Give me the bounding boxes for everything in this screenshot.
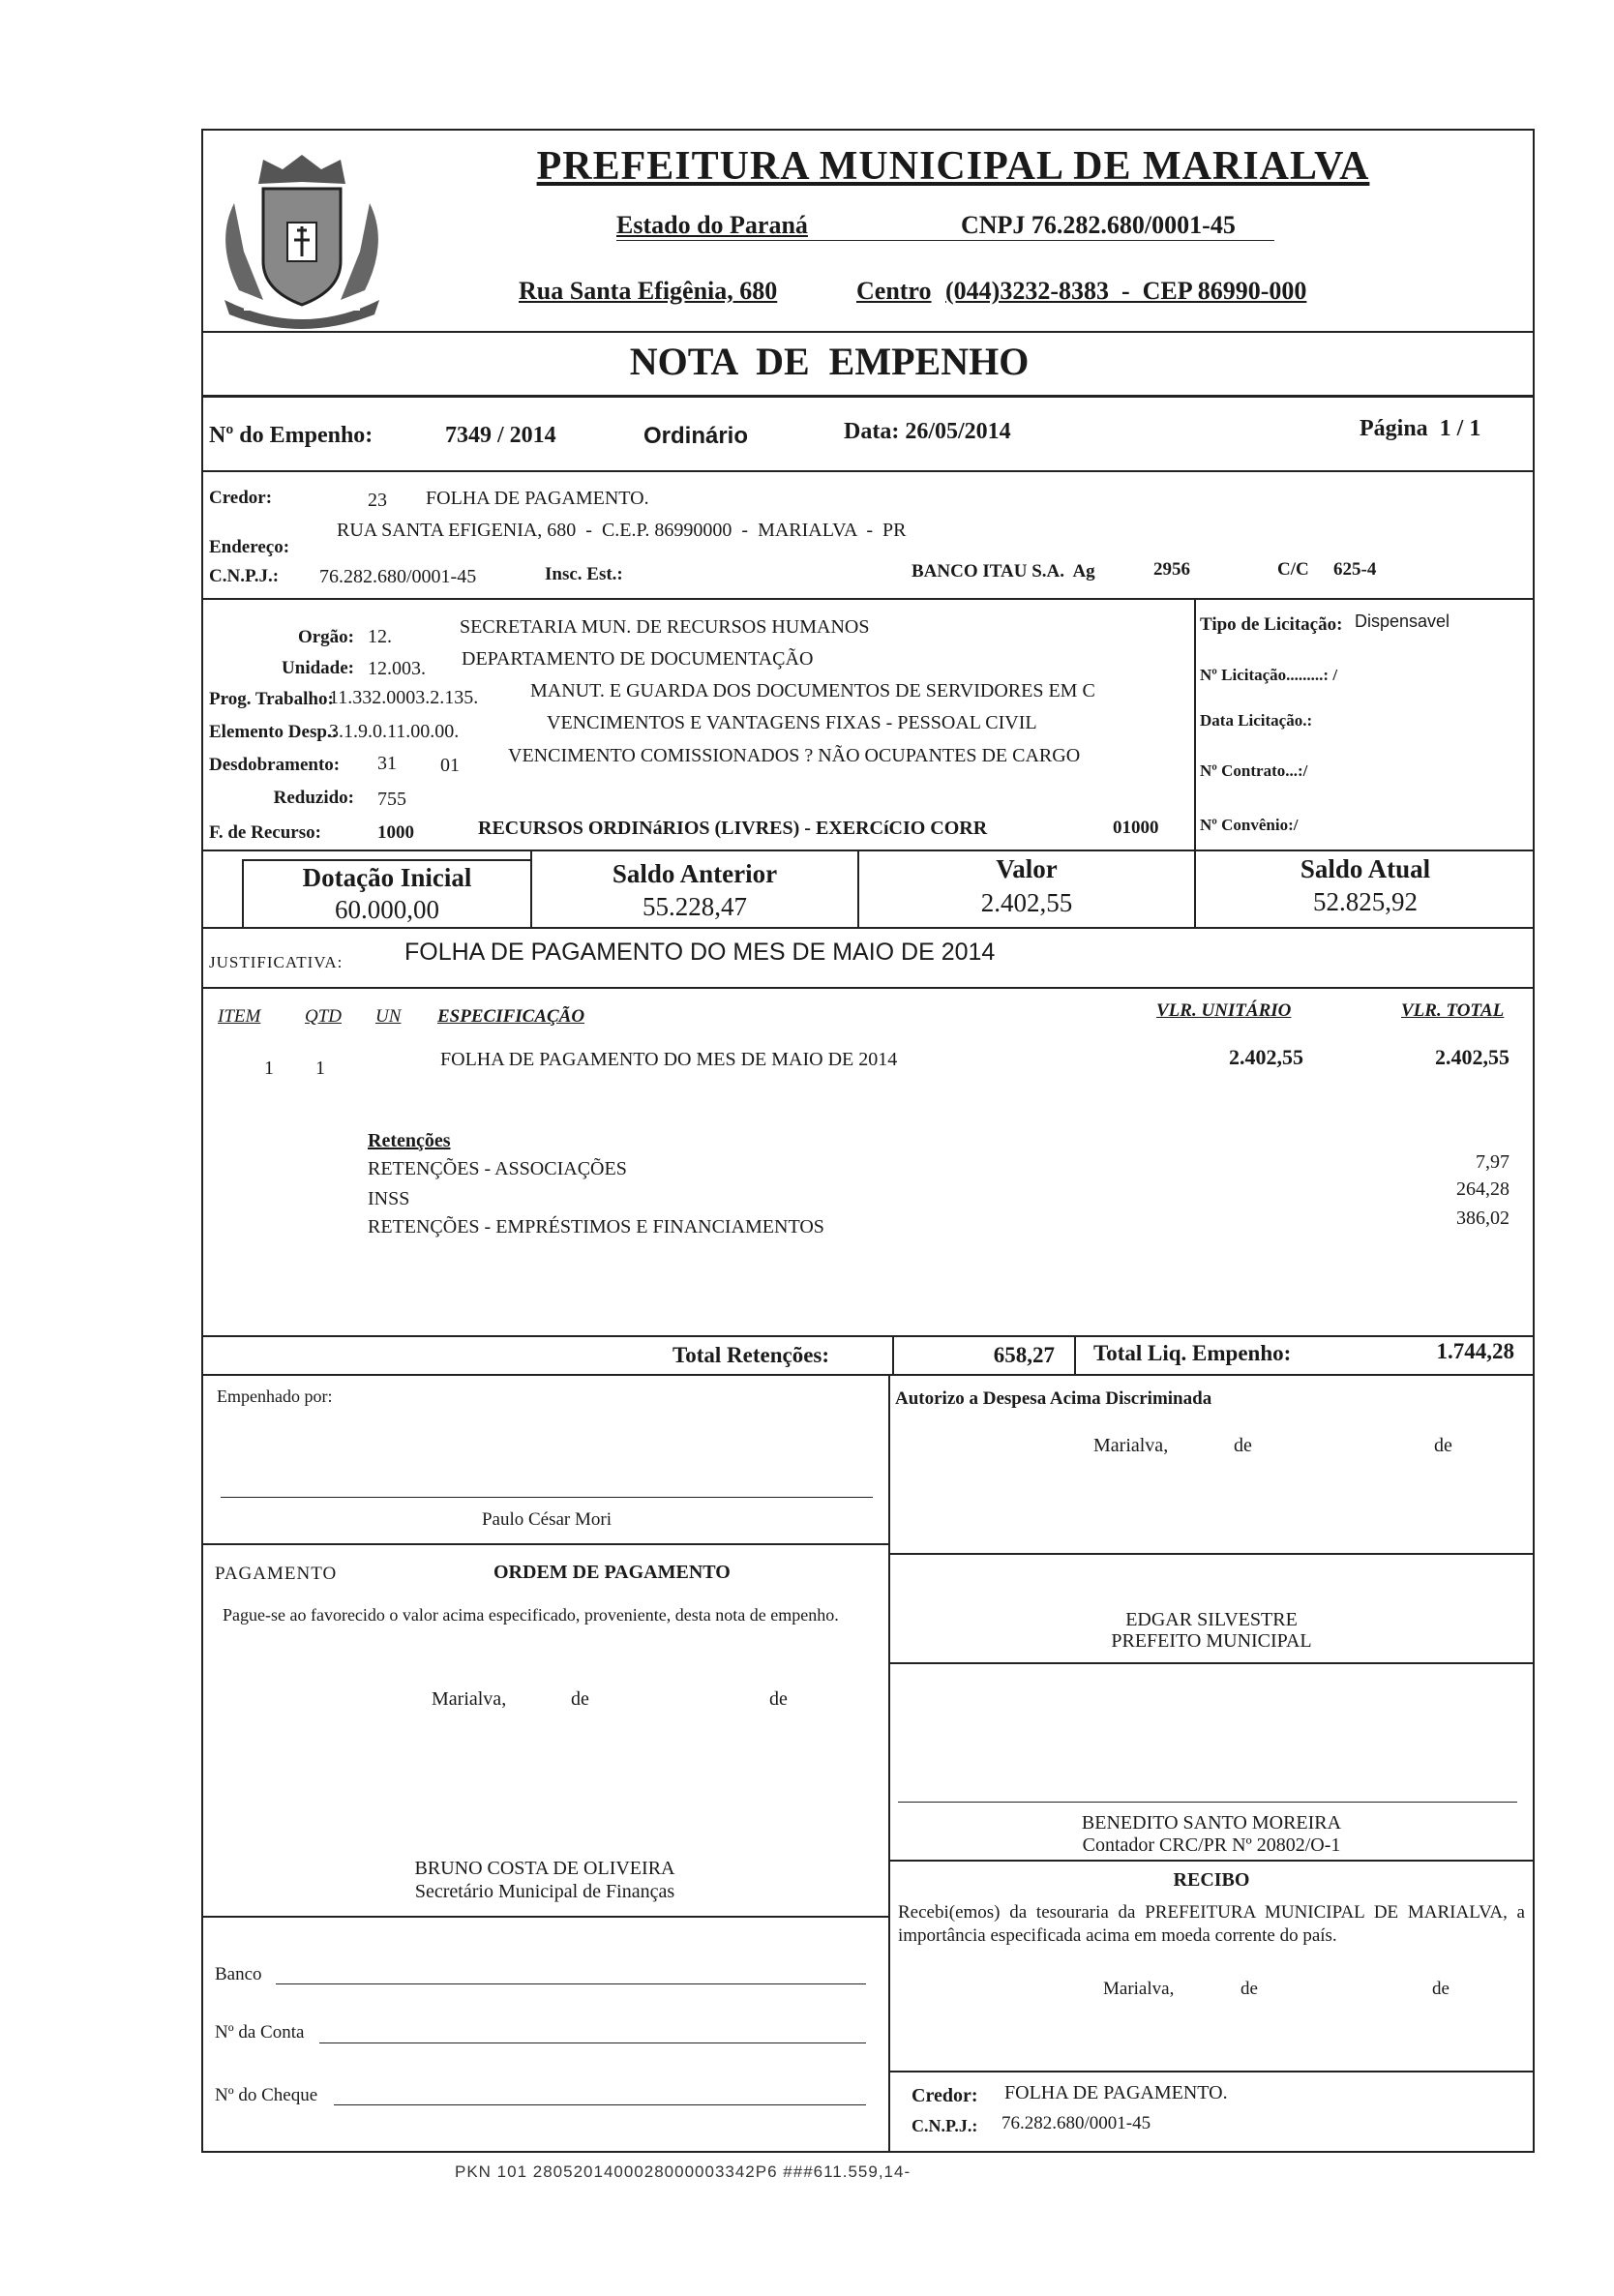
credor-label: Credor: bbox=[209, 488, 273, 508]
divider bbox=[201, 1374, 1535, 1376]
saldo-anterior-value: 55.228,47 bbox=[643, 892, 747, 921]
header-cnpj: CNPJ 76.282.680/0001-45 bbox=[961, 211, 1236, 239]
reduzido-value: 755 bbox=[377, 789, 406, 810]
empenhado-label: Empenhado por: bbox=[217, 1387, 333, 1406]
contador-name: BENEDITO SANTO MOREIRA bbox=[1081, 1812, 1342, 1834]
retencao-label-2: INSS bbox=[368, 1188, 410, 1209]
coat-of-arms-logo bbox=[205, 145, 399, 329]
pagamento-place: Marialva, bbox=[432, 1688, 507, 1710]
tipo-licitacao-label: Tipo de Licitação: bbox=[1200, 614, 1343, 635]
divider bbox=[201, 1543, 888, 1545]
secretario-role: Secretário Municipal de Finanças bbox=[414, 1881, 675, 1902]
total-liquido-value: 1.744,28 bbox=[1436, 1339, 1514, 1363]
divider bbox=[892, 1335, 894, 1374]
col-especificacao: ESPECIFICAÇÃO bbox=[437, 1006, 585, 1027]
orgao-code: 12. bbox=[368, 626, 392, 647]
autorizo-place: Marialva, bbox=[1093, 1435, 1169, 1456]
retencao-value-3: 386,02 bbox=[1456, 1208, 1509, 1229]
item-qtd: 1 bbox=[315, 1058, 325, 1079]
recurso-code2: 01000 bbox=[1113, 818, 1159, 838]
bottom-credor-label: Credor: bbox=[912, 2085, 978, 2106]
total-retencoes-value: 658,27 bbox=[993, 1343, 1055, 1367]
dotacao-value: 60.000,00 bbox=[335, 895, 439, 924]
recibo-title: RECIBO bbox=[1173, 1869, 1250, 1891]
secretario-name: BRUNO COSTA DE OLIVEIRA bbox=[414, 1858, 675, 1879]
cheque-field-line bbox=[334, 2104, 866, 2105]
col-un: UN bbox=[375, 1006, 402, 1027]
bank-agency: 2956 bbox=[1153, 559, 1190, 580]
recibo-place: Marialva, bbox=[1103, 1979, 1175, 1999]
retencao-value-1: 7,97 bbox=[1476, 1151, 1509, 1173]
bottom-cnpj-value: 76.282.680/0001-45 bbox=[1001, 2113, 1151, 2133]
bottom-cnpj-label: C.N.P.J.: bbox=[912, 2116, 978, 2135]
empenhado-name: Paulo César Mori bbox=[481, 1509, 613, 1530]
recurso-label: F. de Recurso: bbox=[209, 822, 321, 843]
numero-licitacao: Nº Licitação.........: / bbox=[1200, 666, 1338, 684]
desdobramento-code2: 01 bbox=[440, 755, 460, 776]
item-spec: FOLHA DE PAGAMENTO DO MES DE MAIO DE 2014 bbox=[440, 1049, 898, 1070]
cc-label: C/C bbox=[1277, 559, 1309, 580]
divider bbox=[888, 1553, 1535, 1555]
col-vlr-total: VLR. TOTAL bbox=[1401, 1000, 1505, 1021]
retencao-value-2: 264,28 bbox=[1456, 1178, 1509, 1200]
unidade-name: DEPARTAMENTO DE DOCUMENTAÇÃO bbox=[462, 648, 814, 670]
divider bbox=[888, 1662, 1535, 1664]
orgao-label: Orgão: bbox=[297, 627, 354, 647]
desdobramento-code1: 31 bbox=[377, 753, 397, 774]
col-vlr-unitario: VLR. UNITÁRIO bbox=[1156, 1000, 1292, 1021]
col-item: ITEM bbox=[218, 1006, 261, 1027]
header-district: Centro bbox=[856, 277, 932, 305]
saldo-atual-label: Saldo Atual bbox=[1300, 854, 1431, 883]
recibo-de-2: de bbox=[1432, 1979, 1450, 1999]
banco-field-line bbox=[276, 1983, 866, 1984]
justificativa-text: FOLHA DE PAGAMENTO DO MES DE MAIO DE 2014 bbox=[404, 939, 996, 966]
item-number: 1 bbox=[264, 1058, 274, 1079]
prefeito-name: EDGAR SILVESTRE bbox=[1125, 1609, 1298, 1630]
municipality-title: PREFEITURA MUNICIPAL DE MARIALVA bbox=[536, 144, 1370, 189]
bottom-credor-name: FOLHA DE PAGAMENTO. bbox=[1004, 2082, 1228, 2103]
retencao-label-3: RETENÇÕES - EMPRÉSTIMOS E FINANCIAMENTOS bbox=[368, 1216, 824, 1237]
data-licitacao: Data Licitação.: bbox=[1200, 711, 1313, 730]
signature-line bbox=[221, 1497, 873, 1498]
cc-number: 625-4 bbox=[1333, 559, 1377, 580]
valor-value: 2.402,55 bbox=[980, 888, 1073, 917]
divider bbox=[201, 1916, 888, 1918]
banco-label: Banco bbox=[215, 1964, 262, 1984]
empenho-type: Ordinário bbox=[643, 423, 749, 449]
document-title: NOTA DE EMPENHO bbox=[629, 340, 1030, 383]
header-phone-cep: (044)3232-8383 - CEP 86990-000 bbox=[945, 277, 1307, 305]
item-total-value: 2.402,55 bbox=[1435, 1045, 1509, 1069]
cnpj-label: C.N.P.J.: bbox=[209, 566, 280, 586]
divider bbox=[1194, 598, 1196, 851]
elemento-label: Elemento Desp.: bbox=[209, 722, 338, 742]
credor-cnpj: 76.282.680/0001-45 bbox=[319, 566, 477, 587]
pague-text: Pague-se ao favorecido o valor acima especificado, proveniente, desta nota de empenho. bbox=[223, 1605, 839, 1625]
cheque-label: Nº do Cheque bbox=[215, 2085, 318, 2105]
prog-code: 11.332.0003.2.135. bbox=[329, 687, 479, 708]
autorizo-text: Autorizo a Despesa Acima Discriminada bbox=[895, 1388, 1212, 1409]
empenho-date: Data: 26/05/2014 bbox=[844, 419, 1011, 444]
col-qtd: QTD bbox=[305, 1006, 343, 1027]
autorizo-de-2: de bbox=[1434, 1435, 1452, 1456]
credor-address: RUA SANTA EFIGENIA, 680 - C.E.P. 86990000 - MARIALVA - PR bbox=[337, 520, 907, 541]
credor-name: FOLHA DE PAGAMENTO. bbox=[426, 488, 649, 509]
conta-label: Nº da Conta bbox=[215, 2022, 305, 2043]
divider bbox=[201, 598, 1535, 600]
ordem-pagamento-title: ORDEM DE PAGAMENTO bbox=[493, 1562, 731, 1583]
tipo-licitacao-value: Dispensavel bbox=[1355, 611, 1450, 631]
page-number: Página 1 / 1 bbox=[1360, 416, 1481, 441]
justificativa-label: JUSTIFICATIVA: bbox=[209, 953, 344, 971]
total-liquido-label: Total Liq. Empenho: bbox=[1093, 1341, 1292, 1365]
valor-label: Valor bbox=[996, 854, 1058, 883]
pagamento-de-1: de bbox=[571, 1688, 589, 1710]
empenho-number: 7349 / 2014 bbox=[445, 423, 556, 448]
divider bbox=[201, 987, 1535, 989]
recurso-code: 1000 bbox=[377, 822, 414, 843]
prog-name: MANUT. E GUARDA DOS DOCUMENTOS DE SERVIDORES EM C bbox=[530, 680, 1095, 701]
divider bbox=[201, 331, 1535, 333]
divider bbox=[888, 2071, 1535, 2072]
divider bbox=[201, 927, 1535, 929]
unidade-code: 12.003. bbox=[368, 658, 426, 679]
bank-name: BANCO ITAU S.A. Ag bbox=[912, 561, 1095, 581]
signature-line bbox=[898, 1802, 1517, 1803]
contador-role: Contador CRC/PR Nº 20802/O-1 bbox=[1082, 1834, 1341, 1856]
unidade-label: Unidade: bbox=[282, 658, 354, 678]
credor-code: 23 bbox=[368, 490, 387, 511]
retencoes-title: Retenções bbox=[368, 1130, 451, 1151]
retencao-label-1: RETENÇÕES - ASSOCIAÇÕES bbox=[368, 1158, 627, 1179]
saldo-anterior-label: Saldo Anterior bbox=[612, 859, 778, 888]
divider bbox=[888, 1860, 1535, 1862]
pagamento-de-2: de bbox=[769, 1688, 788, 1710]
pagamento-label: PAGAMENTO bbox=[215, 1564, 338, 1584]
header-address: Rua Santa Efigênia, 680 bbox=[519, 277, 778, 305]
desdobramento-label: Desdobramento: bbox=[209, 755, 341, 775]
desdobramento-name: VENCIMENTO COMISSIONADOS ? NÃO OCUPANTES DE CARGO bbox=[508, 745, 1081, 766]
reduzido-label: Reduzido: bbox=[273, 788, 354, 808]
divider bbox=[1074, 1335, 1076, 1374]
elemento-name: VENCIMENTOS E VANTAGENS FIXAS - PESSOAL CIVIL bbox=[547, 712, 1037, 733]
elemento-code: 3.1.9.0.11.00.00. bbox=[329, 721, 460, 742]
total-retencoes-label: Total Retenções: bbox=[672, 1343, 830, 1367]
numero-convenio: Nº Convênio:/ bbox=[1200, 816, 1299, 834]
prog-label: Prog. Trabalho: bbox=[209, 689, 334, 709]
divider bbox=[201, 470, 1535, 472]
endereco-label: Endereço: bbox=[209, 537, 290, 557]
saldo-atual-value: 52.825,92 bbox=[1313, 887, 1418, 916]
divider bbox=[201, 395, 1535, 398]
empenho-label: Nº do Empenho: bbox=[209, 423, 374, 448]
prefeito-role: PREFEITO MUNICIPAL bbox=[1111, 1630, 1312, 1652]
divider bbox=[201, 1335, 1535, 1337]
recibo-text: Recebi(emos) da tesouraria da PREFEITURA MUNICIPAL DE MARIALVA, a importância especificada acima em moeda corrente do país. bbox=[898, 1902, 1525, 1946]
autorizo-de-1: de bbox=[1234, 1435, 1252, 1456]
numero-contrato: Nº Contrato...:/ bbox=[1200, 761, 1308, 780]
state-underline bbox=[616, 240, 1274, 241]
footer-code: PKN 101 2805201400028000003342P6 ###611.559,14- bbox=[455, 2162, 912, 2181]
dotacao-label: Dotação Inicial bbox=[302, 863, 472, 892]
state-name: Estado do Paraná bbox=[616, 211, 808, 239]
recibo-de-1: de bbox=[1240, 1979, 1258, 1999]
orgao-name: SECRETARIA MUN. DE RECURSOS HUMANOS bbox=[460, 616, 870, 638]
item-unit-value: 2.402,55 bbox=[1229, 1045, 1303, 1069]
insc-label: Insc. Est.: bbox=[545, 564, 623, 584]
divider bbox=[888, 1374, 890, 2153]
recurso-name: RECURSOS ORDINáRIOS (LIVRES) - EXERCíCIO CORR bbox=[478, 818, 988, 839]
